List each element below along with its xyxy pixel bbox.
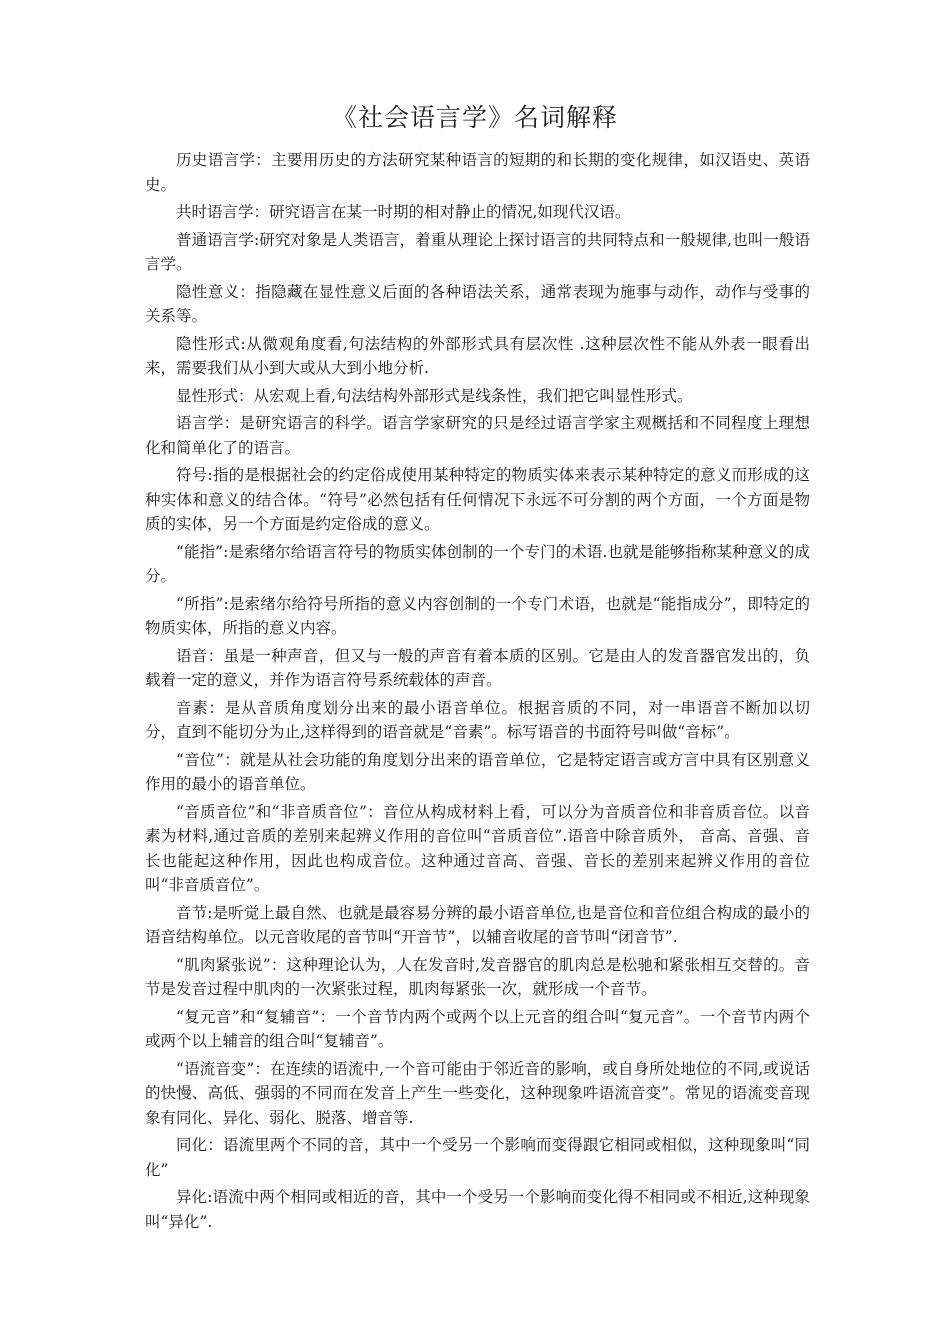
entry-paragraph: “音位”：就是从社会功能的角度划分出来的语音单位，它是特定语言或方言中具有区别意义作用的最小的语音单位。 xyxy=(145,750,810,793)
document-body xyxy=(145,148,810,1237)
entry-paragraph: 符号:指的是根据社会的约定俗成使用某种特定的物质实体来表示某种特定的意义而形成的这种实体和意义的结合体。“符号”必然包括有任何情况下永远不可分割的两个方面，一个方面是物质的实体，另一个方面是约定俗成的意义。 xyxy=(145,466,810,533)
entry-paragraph: 音节:是听觉上最自然、也就是最容易分辨的最小语音单位,也是音位和音位组合构成的最小的语音结构单位。以元音收尾的音节叫“开音节”，以辅音收尾的音节叫“闭音节”. xyxy=(145,903,810,946)
entry-paragraph: 隐性意义：指隐藏在显性意义后面的各种语法关系，通常表现为施事与动作，动作与受事的关系等。 xyxy=(145,282,810,325)
entry-paragraph: 异化:语流中两个相同或相近的音，其中一个受另一个影响而变化得不相同或不相近,这种现象叫“异化”. xyxy=(145,1188,810,1231)
entry-paragraph: “能指”:是索绪尔给语言符号的物质实体创制的一个专门的术语.也就是能够指称某种意义的成分。 xyxy=(145,542,810,585)
document-title: 《社会语言学》名词解释 xyxy=(331,103,618,132)
entry-paragraph: “复元音”和“复辅音”：一个音节内两个或两个以上元音的组合叫“复元音”。一个音节内两个或两个以上辅音的组合叫“复辅音”。 xyxy=(145,1007,810,1050)
entry-paragraph: 普通语言学:研究对象是人类语言，着重从理论上探讨语言的共同特点和一般规律,也叫一般语言学。 xyxy=(145,230,810,273)
entry-paragraph: 语音：虽是一种声音，但又与一般的声音有着本质的区别。它是由人的发音器官发出的，负载着一定的意义，并作为语言符号系统载体的声音。 xyxy=(145,646,810,689)
entry-paragraph: 共时语言学：研究语言在某一时期的相对静止的情况,如现代汉语。 xyxy=(176,203,631,221)
entry-paragraph: 隐性形式:从微观角度看,句法结构的外部形式具有层次性 .这种层次性不能从外表一眼看出来，需要我们从小到大或从大到小地分析. xyxy=(145,334,810,377)
entry-paragraph: 显性形式：从宏观上看,句法结构外部形式是线条性，我们把它叫显性形式。 xyxy=(176,386,693,405)
entry-paragraph: 音素：是从音质角度划分出来的最小语音单位。根据音质的不同，对一串语音不断加以切分，直到不能切分为止,这样得到的语音就是“音素”。标写语音的书面符号叫做“音标”。 xyxy=(145,698,810,741)
entry-paragraph: 同化：语流里两个不同的音，其中一个受另一个影响而变得跟它相同或相似，这种现象叫“同化” xyxy=(145,1136,810,1179)
entry-paragraph: “音质音位”和“非音质音位”：音位从构成材料上看，可以分为音质音位和非音质音位。以音素为材料,通过音质的差别来起辨义作用的音位叫“音质音位”.语音中除音质外， 音高、音强、音长也能起这种作用，因此也构成音位。这种通过音高、音强、音长的差别来起辨义作用的音位叫“非音质音位”。 xyxy=(145,802,810,894)
entry-paragraph: “肌肉紧张说”：这种理论认为，人在发音时,发音器官的肌肉总是松驰和紧张相互交替的。音节是发音过程中肌肉的一次紧张过程，肌肉每紧张一次，就形成一个音节。 xyxy=(145,955,810,998)
entry-paragraph: 语言学：是研究语言的科学。语言学家研究的只是经过语言学家主观概括和不同程度上理想化和简单化了的语言。 xyxy=(145,414,810,457)
entry-paragraph: “语流音变”：在连续的语流中,一个音可能由于邻近音的影响，或自身所处地位的不同,或说话的快慢、高低、强弱的不同而在发音上产生一些变化，这种现象吽语流音变”。常见的语流变音现象有同化、异化、弱化、脱落、增音等. xyxy=(145,1059,810,1127)
entry-paragraph: “所指”:是索绪尔给符号所指的意义内容创制的一个专门术语，也就是“能指成分”，即特定的物质实体，所指的意义内容。 xyxy=(145,594,810,637)
entry-paragraph: 历史语言学：主要用历史的方法研究某种语言的短期的和长期的变化规律，如汉语史、英语史。 xyxy=(145,151,810,194)
